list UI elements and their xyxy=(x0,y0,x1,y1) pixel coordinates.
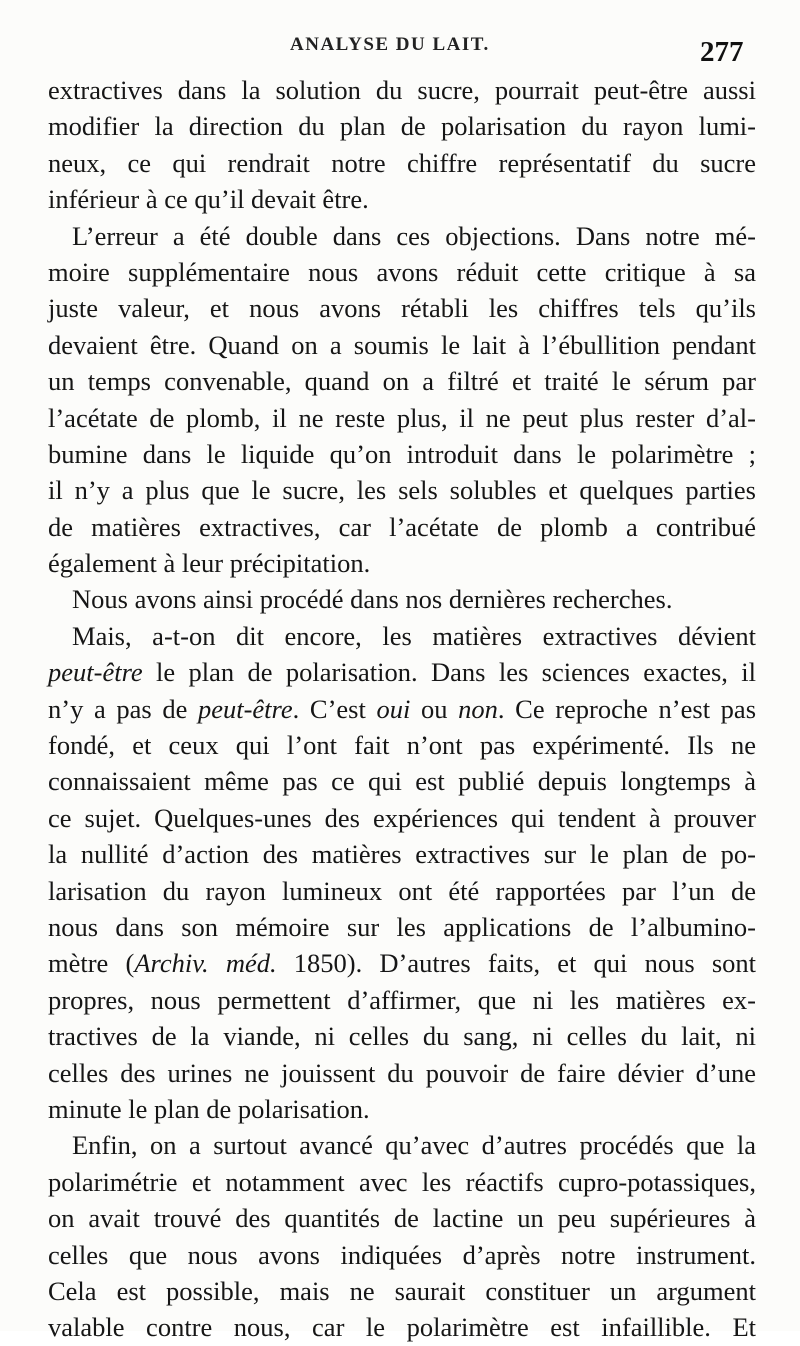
text-line: Enfin, on a surtout avancé qu’avec d’autres procédés que la xyxy=(72,1130,756,1161)
body-text xyxy=(48,72,756,1346)
text-line: connaissaient même pas ce qui est publié depuis longtemps à xyxy=(48,766,756,797)
text-line: L’erreur a été double dans ces objections. Dans notre mé- xyxy=(72,220,756,251)
text-line: ce sujet. Quelques-unes des expériences qui tendent à prouver xyxy=(48,802,756,833)
text-line: la nullité d’action des matières extractives sur le plan de po- xyxy=(48,839,756,870)
text-line: polarimétrie et notamment avec les réactifs cupro-potassiques, xyxy=(48,1166,756,1197)
text-line: extractives dans la solution du sucre, pourrait peut-être aussi xyxy=(48,75,756,105)
text-run: mètre ( xyxy=(48,948,135,979)
text-line: Mais, a-t-on dit encore, les matières extractives dévient xyxy=(72,620,756,651)
text-line: larisation du rayon lumineux ont été rapportées par l’un de xyxy=(48,875,756,906)
text-line: modifier la direction du plan de polarisation du rayon lumi- xyxy=(48,111,756,142)
text-line xyxy=(48,691,756,727)
text-line: tractives de la viande, ni celles du sang, ni celles du lait, ni xyxy=(48,1021,756,1052)
text-run: ou xyxy=(421,693,448,724)
text-line: Nous avons ainsi procédé dans nos dernières recherches. xyxy=(72,584,673,615)
text-line: Cela est possible, mais ne saurait constituer un argument xyxy=(48,1275,756,1306)
italic-text: non xyxy=(458,693,498,724)
text-line: inférieur à ce qu’il devait être. xyxy=(48,184,369,215)
text-run: le plan de polarisation. Dans les sciences exactes, il xyxy=(156,657,756,688)
text-line: l’acétate de plomb, il ne reste plus, il ne peut plus rester d’al- xyxy=(48,402,756,433)
page-number: 277 xyxy=(700,36,744,68)
text-line: valable contre nous, car le polarimètre est infaillible. Et xyxy=(48,1312,756,1343)
text-run: n’y a pas de xyxy=(48,693,188,724)
text-line xyxy=(48,654,756,690)
running-head: ANALYSE DU LAIT. xyxy=(290,34,490,55)
text-line xyxy=(48,945,756,981)
text-line: propres, nous permettent d’affirmer, que ni les matières ex- xyxy=(48,984,756,1015)
text-line: celles que nous avons indiquées d’après notre instrument. xyxy=(48,1239,756,1270)
text-line: de matières extractives, car l’acétate de plomb a contribué xyxy=(48,511,756,542)
text-line: également à leur précipitation. xyxy=(48,548,371,579)
italic-text: oui xyxy=(376,693,411,724)
text-line: minute le plan de polarisation. xyxy=(48,1093,370,1124)
text-line: il n’y a plus que le sucre, les sels solubles et quelques parties xyxy=(48,475,756,506)
text-run: . Ce reproche n’est pas xyxy=(497,693,757,724)
text-line: devaient être. Quand on a soumis le lait à l’ébullition pendant xyxy=(48,329,756,360)
italic-text: peut-être xyxy=(48,657,143,688)
text-line: on avait trouvé des quantités de lactine un peu supérieures à xyxy=(48,1203,756,1234)
text-line: fondé, et ceux qui l’ont fait n’ont pas expérimenté. Ils ne xyxy=(48,730,756,761)
text-line: bumine dans le liquide qu’on introduit dans le polarimètre ; xyxy=(48,438,756,469)
text-line: nous dans son mémoire sur les applications de l’albumino- xyxy=(48,911,756,942)
italic-text: Archiv. méd. xyxy=(134,948,277,979)
text-line: juste valeur, et nous avons rétabli les chiffres tels qu’ils xyxy=(48,293,756,324)
text-run: 1850). D’autres faits, et qui nous sont xyxy=(293,948,756,979)
italic-text: peut-être xyxy=(197,693,293,724)
text-line: celles des urines ne jouissent du pouvoir de faire dévier d’une xyxy=(48,1057,756,1088)
text-line: moire supplémentaire nous avons réduit cette critique à sa xyxy=(48,256,756,287)
text-run: . C’est xyxy=(292,693,366,724)
text-line: neux, ce qui rendrait notre chiffre représentatif du sucre xyxy=(48,147,756,178)
text-line: un temps convenable, quand on a filtré et traité le sérum par xyxy=(48,366,756,397)
